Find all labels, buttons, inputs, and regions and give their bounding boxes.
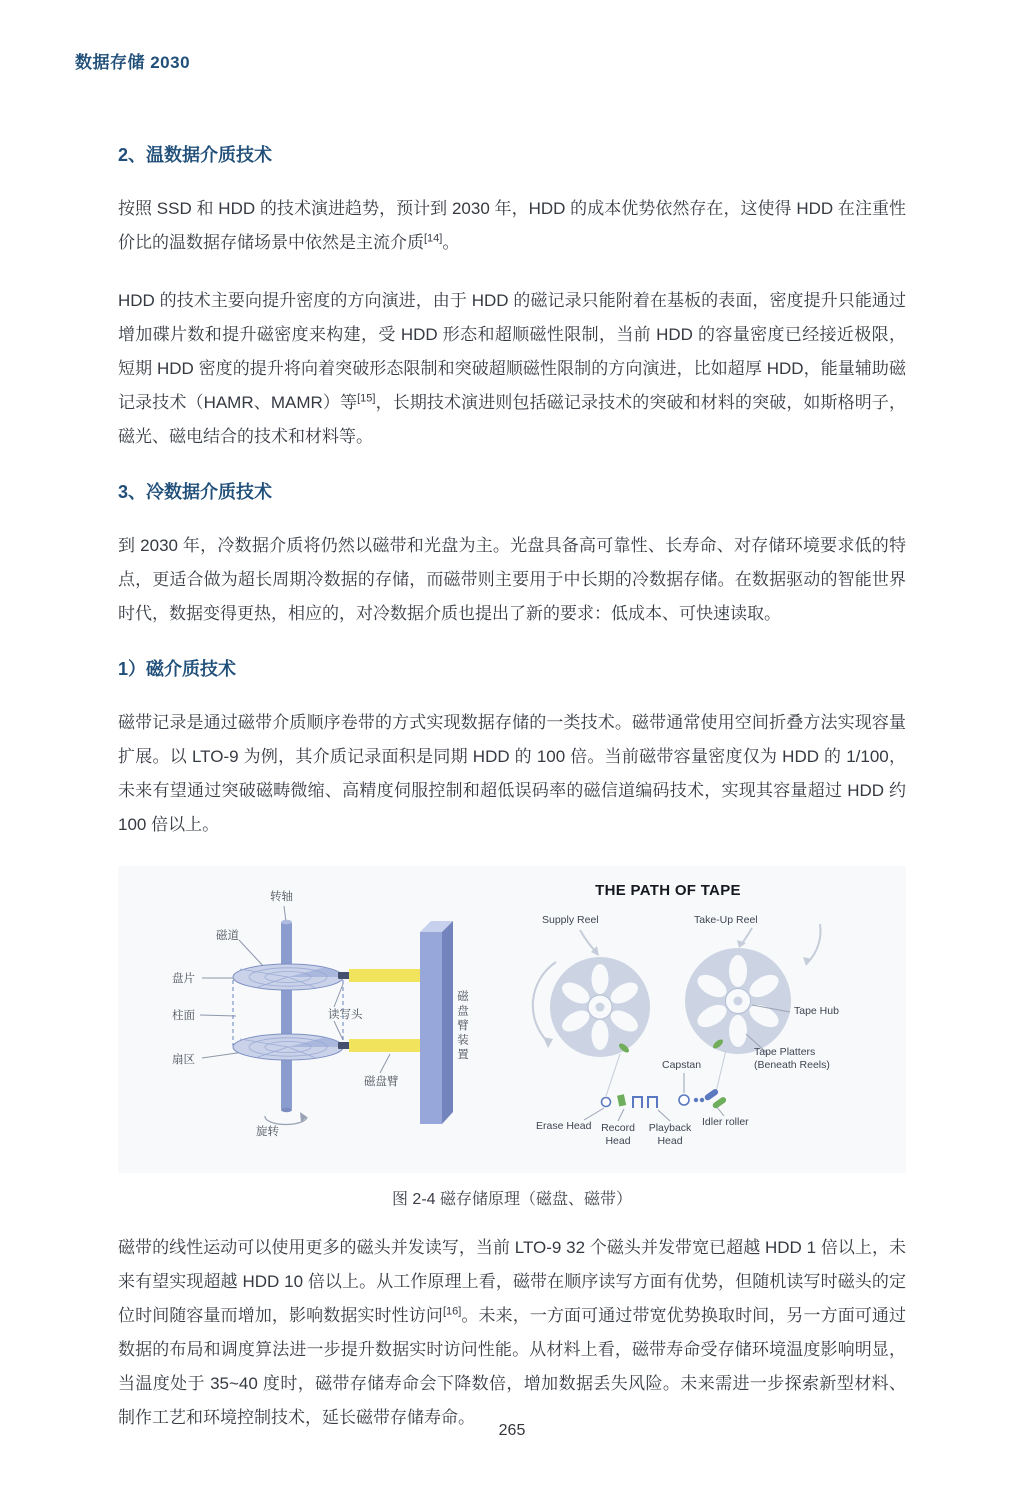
label-arm-assembly: 磁盘臂装置 (456, 990, 468, 1063)
label-disk-arm: 磁盘臂 (364, 1076, 399, 1088)
platter-bottom-graphic (233, 1034, 343, 1060)
paragraph-text: HDD 的技术主要向提升密度的方向演进，由于 HDD 的磁记录只能附着在基板的表面，密度提升只能通过增加碟片数和提升磁密度来构建，受 HDD 形态和超顺磁性限制，当前 HDD 的容量密度已经接近极限，短期 HDD 密度的提升将向着突破形态限制和突破超顺磁性限制的方向演进，比如超厚 HDD，能量辅助磁记录技术（HAMR、MAMR）等 (118, 291, 906, 412)
tape-diagram-title: THE PATH OF TAPE (595, 882, 741, 899)
label-tape-platters: Tape Platters (Beneath Reels) (754, 1046, 830, 1071)
tape-path-lines (606, 1050, 726, 1096)
paragraph-text: ，长期技术演进则包括磁记录技术的突破和材料的突破，如斯格明子，磁光、磁电结合的技术和材料等。 (118, 393, 906, 446)
label-capstan: Capstan (662, 1059, 702, 1071)
label-sector: 扇区 (172, 1054, 195, 1066)
paragraph-text: 磁带的线性运动可以使用更多的磁头并发读写，当前 LTO-9 32 个磁头并发带宽已超越 HDD 1 倍以上，未来有望实现超越 HDD 10 倍以上。从工作原理上看，磁带在顺序读写方面有优势，但随机读写时磁头的定位时间随容量而增加，影响数据实时性访问 (118, 1238, 906, 1325)
figure-canvas (118, 866, 906, 1173)
arm-assembly-graphic (420, 921, 453, 1124)
citation-ref-16: [16] (442, 1305, 462, 1318)
doc-header-title: 数据存储 2030 (75, 53, 191, 72)
label-supply-reel: Supply Reel (542, 914, 599, 926)
section-heading-warm-media: 2、温数据介质技术 (118, 145, 273, 165)
label-cylinder: 柱面 (172, 1010, 195, 1022)
label-tape-hub: Tape Hub (794, 1005, 839, 1017)
paragraph-warm-1 (118, 192, 906, 260)
paragraph-cold-1: 到 2030 年，冷数据介质将仍然以磁带和光盘为主。光盘具备高可靠性、长寿命、对存储环境要求低的特点，更适合做为超长周期冷数据的存储，而磁带则主要用于中长期的冷数据存储。在数据驱动的智能世界时代，数据变得更热，相应的，对冷数据介质也提出了新的要求：低成本、可快速读取。 (118, 536, 906, 623)
tape-diagram (533, 924, 821, 1121)
figure-2-4 (118, 866, 906, 1211)
subsection-heading-magnetic-media: 1）磁介质技术 (118, 659, 237, 679)
section-heading-cold-media: 3、冷数据介质技术 (118, 482, 273, 502)
paragraph-text: 。未来，一方面可通过带宽优势换取时间，另一方面可通过数据的布局和调度算法进一步提升数据实时访问性能。从材料上看，磁带寿命受存储环境温度影响明显，当温度处于 35~40 度时，磁带存储寿命会下降数倍，增加数据丢失风险。未来需进一步探索新型材料、制作工艺和环境控制技术，延长磁带存储寿命。 (118, 1306, 907, 1427)
page-number: 265 (498, 1422, 526, 1439)
paragraph-text: 。 (442, 233, 460, 252)
label-rotation: 旋转 (256, 1126, 279, 1138)
label-track: 磁道 (216, 930, 239, 942)
label-playback-head: Playback Head (648, 1122, 692, 1147)
label-idler-roller: Idler roller (702, 1116, 749, 1128)
figure-graphics (118, 866, 906, 1173)
figure-caption: 图 2-4 磁存储原理（磁盘、磁带） (391, 1191, 633, 1208)
paragraph-text: 按照 SSD 和 HDD 的技术演进趋势，预计到 2030 年，HDD 的成本优势依然存在，这使得 HDD 在注重性价比的温数据存储场景中依然是主流介质 (118, 199, 906, 252)
platter-top-graphic (233, 964, 343, 990)
label-rw-head: 读写头 (328, 1009, 363, 1021)
takeup-reel-graphic (685, 948, 791, 1054)
supply-reel-graphic (550, 957, 650, 1057)
page-content (118, 0, 906, 1459)
label-erase-head: Erase Head (536, 1120, 592, 1132)
citation-ref-14: [14] (424, 232, 443, 245)
paragraph-magnetic-2 (118, 1231, 906, 1435)
paragraph-magnetic-1: 磁带记录是通过磁带介质顺序卷带的方式实现数据存储的一类技术。磁带通常使用空间折叠方法实现容量扩展。以 LTO-9 为例，其介质记录面积是同期 HDD 的 100 倍。当前磁带容量密度仅为 HDD 的 1/100，未来有望通过突破磁畴微缩、高精度伺服控制和超低误码率的磁信道编码技术，实现其容量超过 HDD 约 100 倍以上。 (118, 713, 906, 834)
paragraph-warm-2 (118, 284, 906, 454)
label-record-head: Record Head (601, 1122, 635, 1147)
label-takeup-reel: Take-Up Reel (694, 914, 758, 926)
label-spindle: 转轴 (270, 891, 293, 903)
tape-head-components (602, 1088, 728, 1110)
citation-ref-15: [15] (357, 392, 376, 405)
label-platter: 盘片 (172, 973, 195, 985)
spindle-graphic (281, 920, 292, 1112)
